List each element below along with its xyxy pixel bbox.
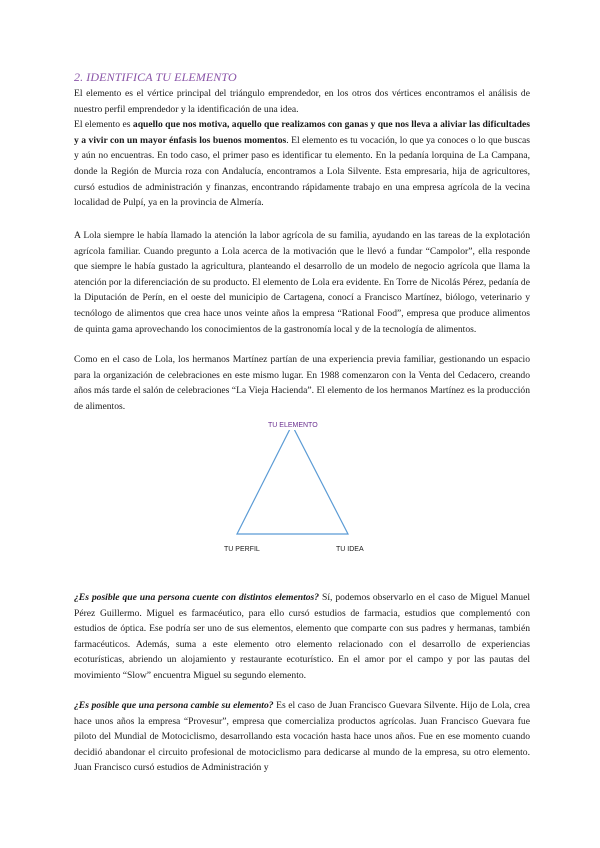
paragraph-multiple-elements [74, 590, 530, 684]
section-heading: 2. IDENTIFICA TU ELEMENTO [74, 70, 237, 84]
answer-multiple-elements: Sí, podemos observarlo en el caso de Miguel Manuel Pérez Guillermo. Miguel es farmacéutico, para ello cursó estudios de farmacia, estudios que complementó con estudios de óptica. Ese podría ser uno de sus elementos, elemento que comparte con sus padres y hermanas, también farmacéuticos. Además, suma a este elemento otro elemento relacionado con el desarrollo de experiencias ecoturísticas, abriendo un alojamiento y restaurante ecoturístico. En el amor por el campo y por las pautas del movimiento “Slow” encuentra Miguel su segundo elemento. [74, 592, 530, 681]
intro-emphasis: aquello que nos motiva, aquello que realizamos con ganas y que nos lleva a aliviar las dificultades y a vivir con un mayor énfasis los buenos momentos [74, 119, 530, 146]
paragraph-change-element [74, 698, 530, 776]
diagram-label-profile: TU PERFIL [224, 546, 260, 553]
diagram-label-element: TU ELEMENTO [268, 422, 318, 429]
question-multiple-elements: ¿Es posible que una persona cuente con distintos elementos? [74, 592, 320, 603]
intro-paragraph-2 [74, 117, 530, 211]
paragraph-martinez [74, 352, 530, 414]
diagram-label-idea: TU IDEA [336, 546, 364, 553]
answer-change-element: Es el caso de Juan Francisco Guevara Silvente. Hijo de Lola, crea hace unos años la empresa “Provesur”, empresa que comercializa productos agrícolas. Juan Francisco Guevara fue piloto del Mundial de Motociclismo, desarrollando esta vocación hasta hace unos años. Fue en ese momento cuando decidió abandonar el circuito profesional de motociclismo para dedicarse al mundo de la empresa, su otro elemento. Juan Francisco cursó estudios de Administración y [74, 700, 530, 774]
paragraph-lola-text: A Lola siempre le había llamado la atención la labor agrícola de su familia, ayudando en las tareas de la explotación agrícola familiar. Cuando pregunto a Lola acerca de la motivación que le llevó a fundar “Campolor”, ella responde que siempre le había gustado la agricultura, planteando el desarrollo de un modelo de negocio agrícola que llama la atención por la diferenciación de su producto. El elemento de Lola era evidente. En Torre de Nicolás Pérez, pedanía de la Diputación de Perín, en el oeste del municipio de Cartagena, conocí a Francisco Martínez, biólogo, veterinario y tecnólogo de alimentos que crea hace unos veinte años la empresa “Rational Food”, empresa que produce alimentos de quinta gama aprovechando los conocimientos de la gastronomía local y de la tecnología de alimentos. [74, 230, 530, 335]
triangle-svg [210, 430, 390, 560]
question-change-element: ¿Es posible que una persona cambie su elemento? [74, 700, 274, 711]
intro-block [74, 86, 530, 211]
entrepreneur-triangle-diagram [210, 422, 390, 560]
triangle-shape [237, 430, 348, 534]
paragraph-multiple-elements-text [74, 590, 530, 684]
paragraph-lola [74, 228, 530, 337]
intro-text-b: . El elemento es tu vocación, lo que ya conoces o lo que buscas y aún no encuentras. En todo caso, el primer paso es identificar tu elemento. En la pedanía lorquina de La Campana, donde la Región de Murcia roza con Andalucía, encontramos a Lola Silvente. Esta empresaria, hija de agricultores, cursó estudios de administración y finanzas, encontrando rápidamente trabajo en una empresa agrícola de la vecina localidad de Pulpí, ya en la provincia de Almería. [74, 134, 530, 209]
intro-text-a: El elemento es [74, 119, 133, 131]
paragraph-change-element-text [74, 698, 530, 776]
intro-paragraph-1: El elemento es el vértice principal del triángulo emprendedor, en los otros dos vértices encontramos el análisis de nuestro perfil emprendedor y la identificación de una idea. [74, 88, 530, 115]
paragraph-martinez-text: Como en el caso de Lola, los hermanos Martínez partían de una experiencia previa familiar, gestionando un espacio para la organización de celebraciones en este mismo lugar. En 1988 comenzaron con la Venta del Cedacero, creando años más tarde el salón de celebraciones “La Vieja Hacienda”. El elemento de los hermanos Martínez es la producción de alimentos. [74, 354, 530, 412]
